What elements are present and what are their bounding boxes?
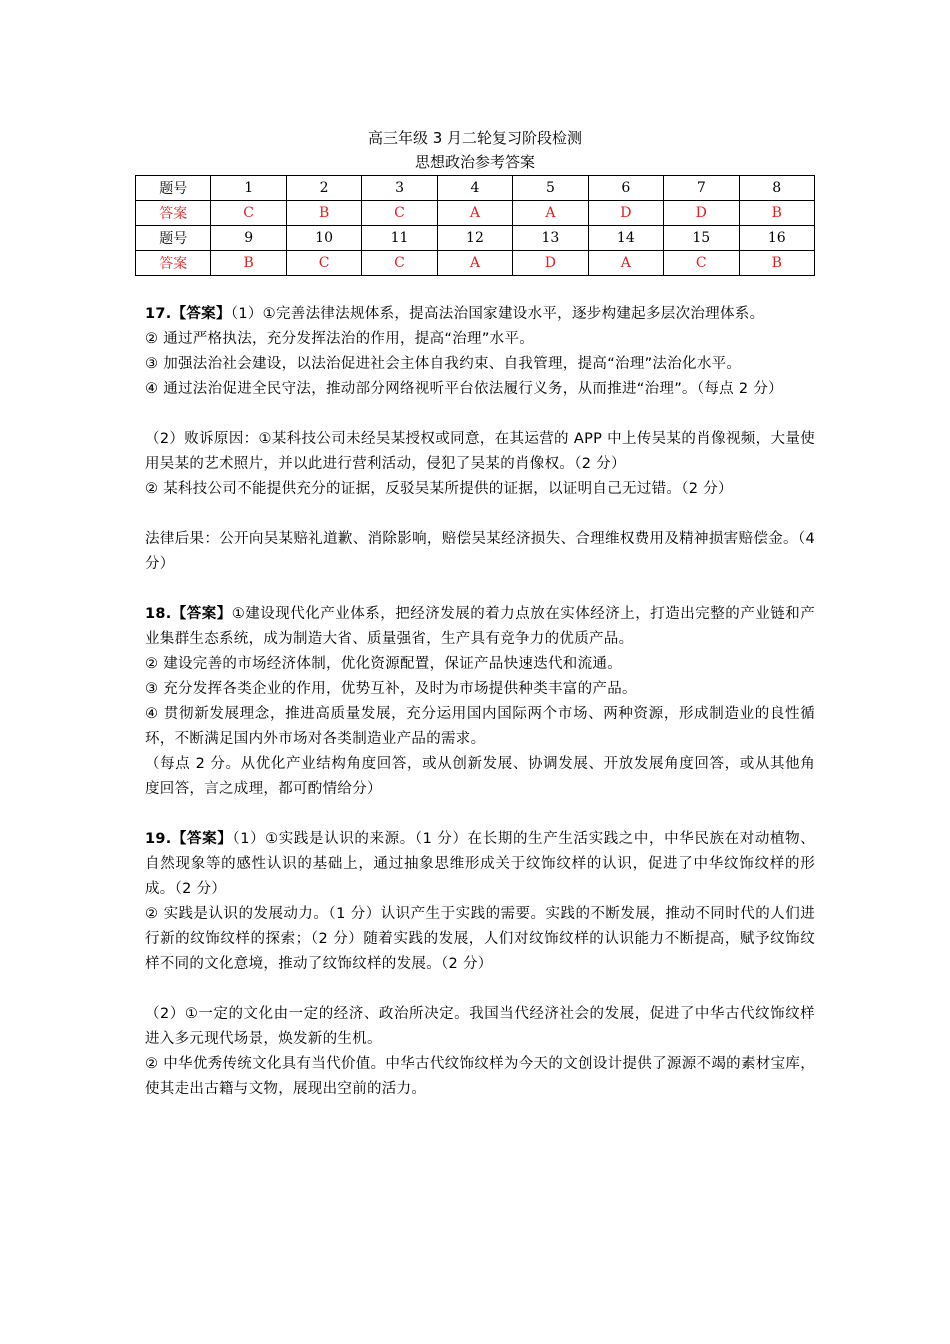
answer-cell: D (664, 201, 739, 226)
q18-para-4: ④ 贯彻新发展理念，推进高质量发展，充分运用国内国际两个市场、两种资源，形成制造业的良性循环，不断满足国内外市场对各类制造业产品的需求。 (145, 706, 815, 747)
q17-para-2: ② 通过严格执法，充分发挥法治的作用，提高“治理”水平。 (145, 331, 535, 347)
table-cell: 16 (739, 226, 815, 251)
answer-body (145, 302, 815, 1102)
table-row-answers (136, 201, 815, 226)
table-cell: 10 (286, 226, 361, 251)
answer-cell: C (286, 251, 361, 276)
q19-para-1 (145, 827, 815, 902)
answer-cell: D (588, 201, 663, 226)
table-cell: 12 (437, 226, 512, 251)
row-label: 答案 (136, 201, 211, 226)
spacer (145, 577, 815, 602)
q19-para-2: ② 实践是认识的发展动力。（1 分）认识产生于实践的需要。实践的不断发展，推动不同时代的人们进行新的纹饰纹样的探索；（2 分）随着实践的发展，人们对纹饰纹样的认识能力不断提高，赋予纹饰纹样不同的文化意境，推动了纹饰纹样的发展。（2 分） (145, 906, 815, 972)
answer-cell: B (211, 251, 286, 276)
table-cell: 4 (437, 176, 512, 201)
q19-text: （1）①实践是认识的来源。（1 分）在长期的生产生活实践之中，中华民族在对动植物、自然现象等的感性认识的基础上，通过抽象思维形成关于纹饰纹样的认识，促进了中华纹饰纹样的形成。（2 分） (145, 831, 815, 897)
table-cell: 15 (664, 226, 739, 251)
table-cell: 7 (664, 176, 739, 201)
answer-cell: A (437, 201, 512, 226)
q17-para-4: ④ 通过法治促进全民守法，推动部分网络视听平台依法履行义务，从而推进“治理”。（每点 2 分） (145, 381, 783, 397)
answer-cell: C (211, 201, 286, 226)
q17-para-5: （2）败诉原因：①某科技公司未经吴某授权或同意，在其运营的 APP 中上传吴某的肖像视频，大量使用吴某的艺术照片，并以此进行营利活动，侵犯了吴某的肖像权。（2 分） (145, 431, 815, 472)
q19-para-4: ② 中华优秀传统文化具有当代价值。中华古代纹饰纹样为今天的文创设计提供了源源不竭的素材宝库，使其走出古籍与文物，展现出空前的活力。 (145, 1056, 815, 1097)
row-label: 答案 (136, 251, 211, 276)
table-cell: 6 (588, 176, 663, 201)
answer-cell: D (513, 251, 588, 276)
answer-cell: A (588, 251, 663, 276)
q18-heading: 18.【答案】 (145, 606, 232, 622)
table-cell: 3 (362, 176, 437, 201)
q17-heading: 17.【答案】 (145, 306, 231, 322)
document-title: 高三年级 3 月二轮复习阶段检测 (367, 129, 583, 147)
spacer (145, 977, 815, 1002)
answer-cell: A (513, 201, 588, 226)
table-cell: 14 (588, 226, 663, 251)
q19-para-3: （2）①一定的文化由一定的经济、政治所决定。我国当代经济社会的发展，促进了中华古代纹饰纹样进入多元现代场景，焕发新的生机。 (145, 1006, 815, 1047)
table-cell: 5 (513, 176, 588, 201)
q18-text: ①建设现代化产业体系，把经济发展的着力点放在实体经济上，打造出完整的产业链和产业集群生态系统，成为制造大省、质量强省，生产具有竞争力的优质产品。 (145, 606, 815, 647)
table-cell: 2 (286, 176, 361, 201)
table-row (136, 176, 815, 201)
answer-cell: B (286, 201, 361, 226)
answer-key-table (135, 175, 815, 276)
answer-cell: A (437, 251, 512, 276)
answer-cell: B (739, 201, 815, 226)
q18-para-3: ③ 充分发挥各类企业的作用，优势互补，及时为市场提供种类丰富的产品。 (145, 681, 637, 697)
table-row-answers (136, 251, 815, 276)
q18-para-1 (145, 602, 815, 652)
q17-para-3: ③ 加强法治社会建设，以法治促进社会主体自我约束、自我管理，提高“治理”法治化水平。 (145, 356, 742, 372)
answer-cell: B (739, 251, 815, 276)
q19-heading: 19.【答案】 (145, 831, 233, 847)
spacer (145, 802, 815, 827)
table-cell: 11 (362, 226, 437, 251)
answer-cell: C (362, 251, 437, 276)
q18-para-2: ② 建设完善的市场经济体制，优化资源配置，保证产品快速迭代和流通。 (145, 656, 623, 672)
table-cell: 13 (513, 226, 588, 251)
q18-para-5: （每点 2 分。从优化产业结构角度回答，或从创新发展、协调发展、开放发展角度回答，或从其他角度回答，言之成理，都可酌情给分） (145, 756, 815, 797)
row-label: 题号 (136, 226, 211, 251)
table-cell: 9 (211, 226, 286, 251)
table-row (136, 226, 815, 251)
answer-cell: C (664, 251, 739, 276)
answer-cell: C (362, 201, 437, 226)
q17-para-1 (145, 302, 815, 327)
spacer (145, 402, 815, 427)
row-label: 题号 (136, 176, 211, 201)
q17-para-7: 法律后果：公开向吴某赔礼道歉、消除影响，赔偿吴某经济损失、合理维权费用及精神损害赔偿金。（4 分） (145, 531, 815, 572)
document-subtitle: 思想政治参考答案 (414, 153, 535, 171)
table-cell: 1 (211, 176, 286, 201)
table-cell: 8 (739, 176, 815, 201)
spacer (145, 502, 815, 527)
q17-text: （1）①完善法律法规体系，提高法治国家建设水平，逐步构建起多层次治理体系。 (230, 306, 765, 322)
q17-para-6: ② 某科技公司不能提供充分的证据，反驳吴某所提供的证据，以证明自己无过错。（2 分） (145, 481, 733, 497)
